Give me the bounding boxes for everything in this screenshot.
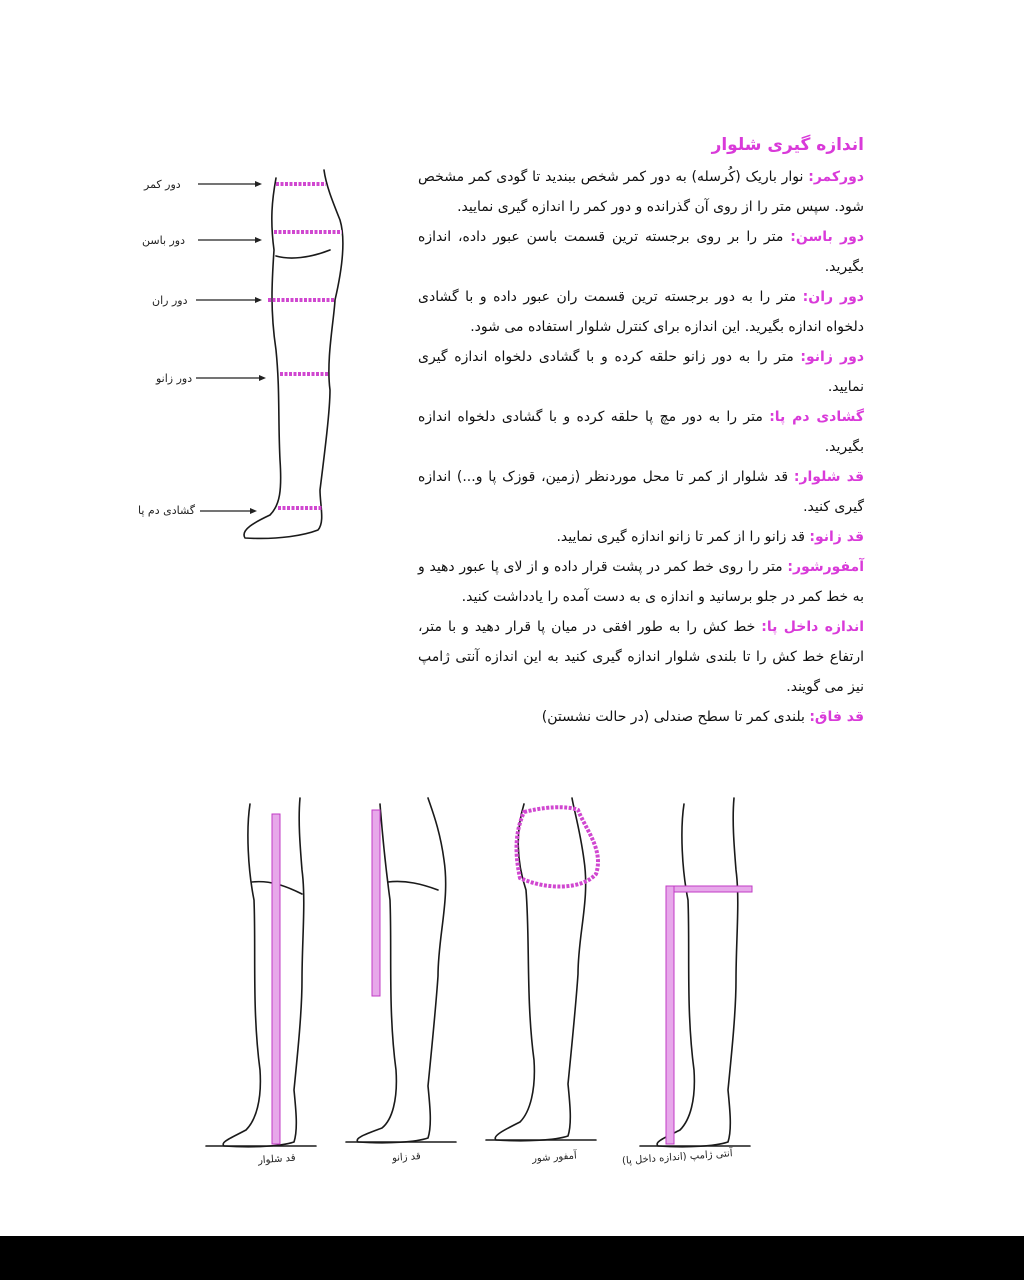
para-text: قد زانو را از کمر تا زانو اندازه گیری نمایید. (556, 529, 810, 545)
para-text: متر را به دور مچ پا حلقه کرده و با گشادی دلخواه اندازه بگیرید. (418, 409, 864, 455)
para-text: بلندی کمر تا سطح صندلی (در حالت نشستن) (541, 709, 810, 725)
para-rise (418, 702, 864, 732)
para-text: نوار باریک (کُرسله) به دور کمر شخص ببندید تا گودی کمر مشخص شود. سپس متر را از روی آن گذرانده و دور کمر را اندازه گیری نمایید. (418, 169, 864, 215)
label-knee: دور زانو (156, 372, 193, 385)
para-text: متر را به دور زانو حلقه کرده و با گشادی دلخواه اندازه گیری نمایید. (418, 349, 864, 395)
caption-crotch: آمفور شور (531, 1150, 578, 1165)
para-text: متر را بر روی برجسته ترین قسمت باسن عبور داده، اندازه بگیرید. (418, 229, 864, 275)
term: قد شلوار: (793, 469, 864, 485)
leg-outline-drawing (130, 160, 360, 550)
para-thigh (418, 282, 864, 342)
term: قد زانو: (809, 529, 864, 545)
labelled-leg-diagram (130, 160, 360, 550)
term: قد فاق: (809, 709, 864, 725)
para-crotch (418, 552, 864, 612)
page-title: اندازه گیری شلوار (711, 135, 864, 155)
para-knee-length (418, 522, 864, 552)
para-hem (418, 402, 864, 462)
label-hip: دور باسن (142, 234, 186, 247)
para-text: متر را روی خط کمر در پشت قرار داده و از لای پا عبور دهید و به خط کمر در جلو برسانید و اندازه ی به دست آمده را یادداشت کنید. (418, 559, 864, 605)
term: دور زانو: (800, 349, 865, 365)
para-waist (418, 162, 864, 222)
term: آمفورشور: (787, 559, 864, 575)
label-arrows (196, 181, 266, 514)
label-thigh: دور ران (152, 294, 188, 307)
para-hip (418, 222, 864, 282)
para-text: قد شلوار از کمر تا محل موردنظر (زمین، قوزک پا و...) اندازه گیری کنید. (418, 469, 864, 515)
caption-pants-length: قد شلوار (257, 1152, 297, 1167)
measurement-instructions (418, 132, 864, 732)
term: دورکمر: (808, 169, 864, 185)
para-pants-length (418, 462, 864, 522)
term: اندازه داخل پا: (761, 619, 864, 635)
para-knee (418, 342, 864, 402)
label-waist: دور کمر (144, 178, 181, 191)
term: دور ران: (802, 289, 864, 305)
term: دور باسن: (790, 229, 864, 245)
para-inseam (418, 612, 864, 702)
para-text: متر را به دور برجسته ترین قسمت ران عبور داده و با گشادی دلخواه اندازه بگیرید. این اندازه برای کنترل شلوار استفاده می شود. (418, 289, 864, 335)
caption-knee-length: قد زانو (391, 1151, 422, 1164)
bottom-black-bar (0, 1236, 1024, 1280)
para-text: خط کش را به طور افقی در میان پا قرار دهید و با متر، ارتفاع خط کش را تا بلندی شلوار اندازه گیری کنید به این اندازه آنتی ژامپ نیز می گویند. (418, 619, 864, 695)
caption-inseam: آنتی ژامپ (اندازه داخل پا) (621, 1148, 733, 1167)
label-hem: گشادی دم پا (138, 504, 196, 517)
leg-diagram-inseam (621, 790, 796, 1167)
term: گشادی دم پا: (769, 409, 865, 425)
